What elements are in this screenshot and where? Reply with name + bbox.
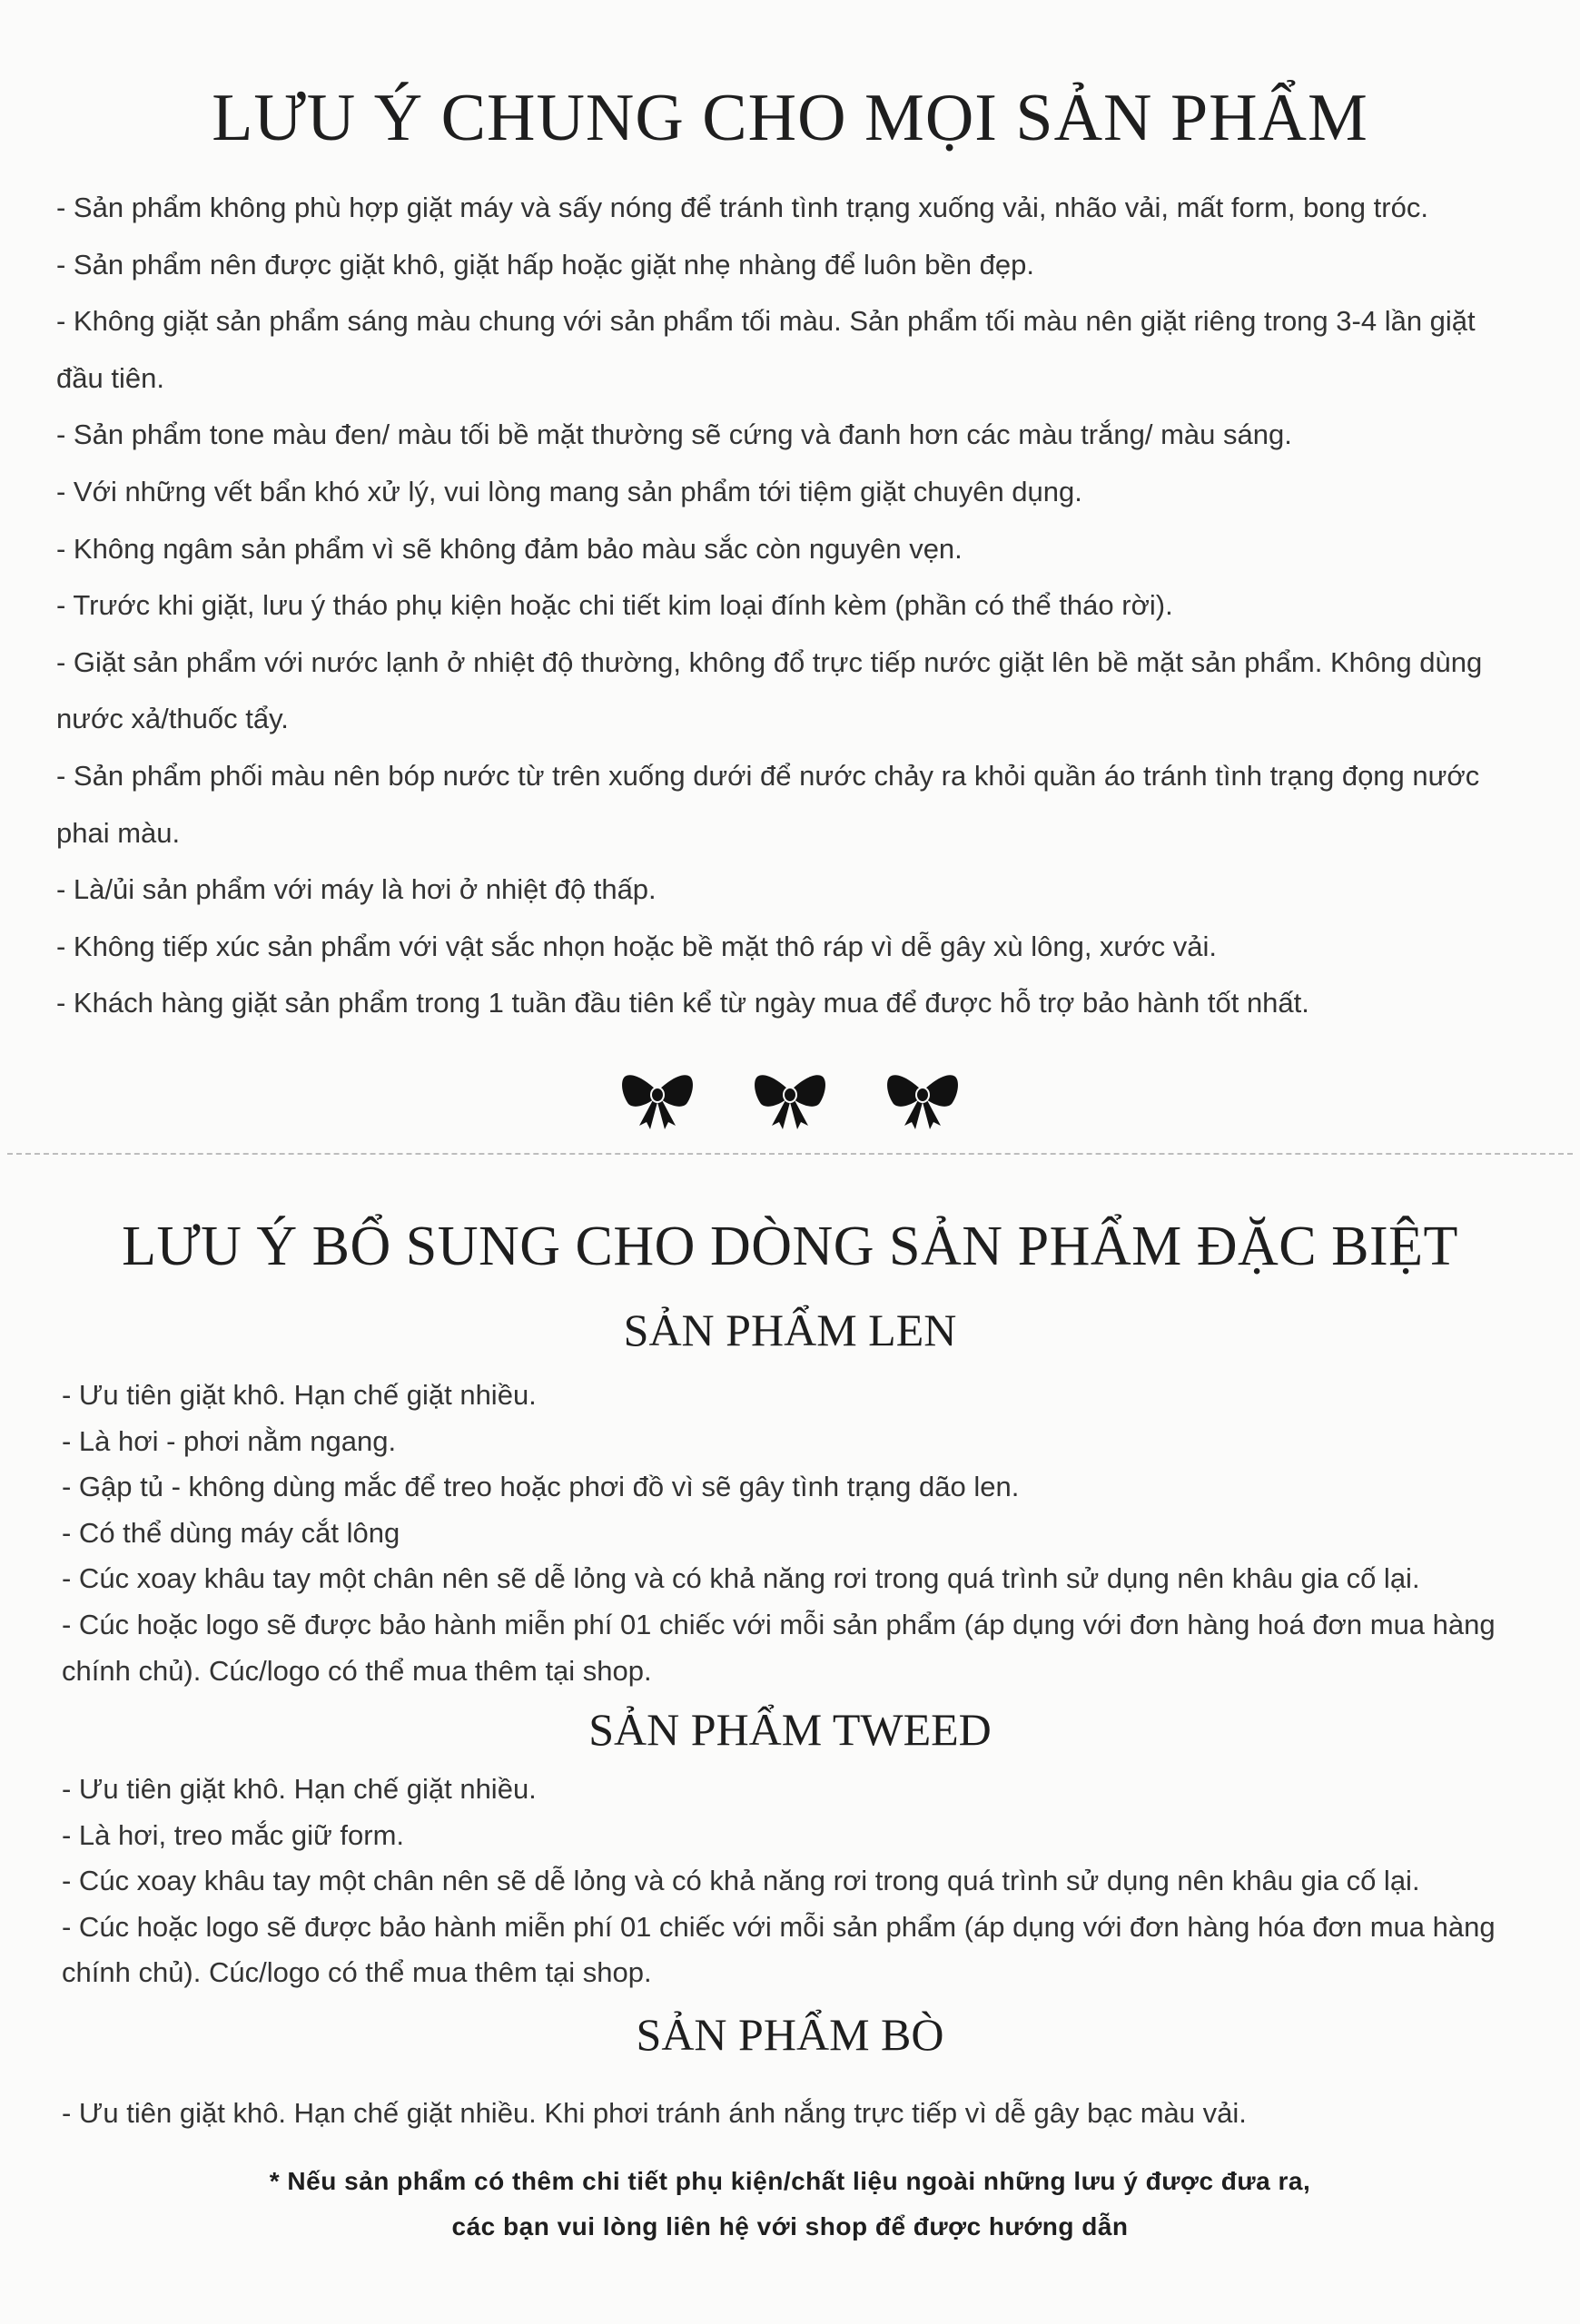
footnote-line: * Nếu sản phẩm có thêm chi tiết phụ kiện/chất liệu ngoài những lưu ý được đưa ra,	[269, 2167, 1311, 2195]
list-item: - Giặt sản phẩm với nước lạnh ở nhiệt độ thường, không đổ trực tiếp nước giặt lên bề mặt sản phẩm. Không dùng nước xả/thuốc tẩy.	[56, 645, 1483, 735]
list-item: - Là/ủi sản phẩm với máy là hơi ở nhiệt độ thấp.	[56, 873, 657, 906]
section-title-tweed: SẢN PHẨM TWEED	[588, 1704, 992, 1755]
list-item: - Sản phẩm phối màu nên bóp nước từ trên xuống dưới để nước chảy ra khỏi quần áo tránh tình trạng đọng nước phai màu.	[56, 759, 1480, 849]
bow-icon	[619, 1064, 696, 1129]
footnote	[0, 2159, 1580, 2250]
list-item: - Sản phẩm nên được giặt khô, giặt hấp hoặc giặt nhẹ nhàng để luôn bền đẹp.	[56, 248, 1034, 281]
section-title-len: SẢN PHẨM LEN	[623, 1305, 957, 1355]
list-item: - Trước khi giặt, lưu ý tháo phụ kiện hoặc chi tiết kim loại đính kèm (phần có thể tháo rời).	[56, 589, 1173, 622]
section-title-bo: SẢN PHẨM BÒ	[636, 2009, 944, 2060]
list-item: - Sản phẩm tone màu đen/ màu tối bề mặt thường sẽ cứng và đanh hơn các màu trắng/ màu sáng.	[56, 419, 1292, 451]
bow-divider	[0, 1064, 1580, 1129]
tweed-list	[62, 1767, 1533, 1996]
bo-list	[62, 2091, 1533, 2137]
list-item: - Khách hàng giặt sản phẩm trong 1 tuần đầu tiên kể từ ngày mua để được hỗ trợ bảo hành tốt nhất.	[56, 987, 1309, 1019]
list-item: - Với những vết bẩn khó xử lý, vui lòng mang sản phẩm tới tiệm giặt chuyên dụng.	[56, 475, 1082, 507]
dashed-divider	[7, 1153, 1573, 1155]
list-item: - Không tiếp xúc sản phẩm với vật sắc nhọn hoặc bề mặt thô ráp vì dễ gây xù lông, xước vải.	[56, 930, 1217, 962]
list-item: - Cúc hoặc logo sẽ được bảo hành miễn phí 01 chiếc với mỗi sản phẩm (áp dụng với đơn hàng hóa đơn mua hàng chính chủ). Cúc/logo có thể mua thêm tại shop.	[62, 1910, 1496, 1989]
list-item: - Không ngâm sản phẩm vì sẽ không đảm bảo màu sắc còn nguyên vẹn.	[56, 532, 963, 565]
list-item: - Cúc xoay khâu tay một chân nên sẽ dễ lỏng và có khả năng rơi trong quá trình sử dụng nên khâu gia cố lại.	[62, 1865, 1420, 1897]
general-title: LƯU Ý CHUNG CHO MỌI SẢN PHẨM	[212, 81, 1368, 155]
list-item: - Ưu tiên giặt khô. Hạn chế giặt nhiều. Khi phơi tránh ánh nắng trực tiếp vì dễ gây bạc màu vải.	[62, 2097, 1247, 2129]
list-item: - Ưu tiên giặt khô. Hạn chế giặt nhiều.	[62, 1379, 537, 1411]
bow-icon	[752, 1064, 828, 1129]
list-item: - Là hơi, treo mắc giữ form.	[62, 1818, 405, 1851]
len-list	[62, 1373, 1533, 1694]
list-item: - Gập tủ - không dùng mắc để treo hoặc phơi đồ vì sẽ gây tình trạng dão len.	[62, 1471, 1020, 1503]
general-list	[56, 180, 1527, 1032]
list-item: - Cúc hoặc logo sẽ được bảo hành miễn phí 01 chiếc với mỗi sản phẩm (áp dụng với đơn hàng hoá đơn mua hàng chính chủ). Cúc/logo có thể mua thêm tại shop.	[62, 1608, 1496, 1687]
footnote-line: các bạn vui lòng liên hệ với shop để được hướng dẫn	[451, 2212, 1129, 2240]
list-item: - Có thể dùng máy cắt lông	[62, 1516, 400, 1549]
list-item: - Là hơi - phơi nằm ngang.	[62, 1424, 397, 1457]
list-item: - Sản phẩm không phù hợp giặt máy và sấy nóng để tránh tình trạng xuống vải, nhão vải, mất form, bong tróc.	[56, 192, 1428, 223]
list-item: - Không giặt sản phẩm sáng màu chung với sản phẩm tối màu. Sản phẩm tối màu nên giặt riêng trong 3-4 lần giặt đầu tiên.	[56, 305, 1476, 394]
special-title: LƯU Ý BỔ SUNG CHO DÒNG SẢN PHẨM ĐẶC BIỆT	[122, 1216, 1458, 1277]
list-item: - Cúc xoay khâu tay một chân nên sẽ dễ lỏng và có khả năng rơi trong quá trình sử dụng nên khâu gia cố lại.	[62, 1562, 1420, 1595]
bow-icon	[884, 1064, 961, 1129]
list-item: - Ưu tiên giặt khô. Hạn chế giặt nhiều.	[62, 1773, 537, 1805]
